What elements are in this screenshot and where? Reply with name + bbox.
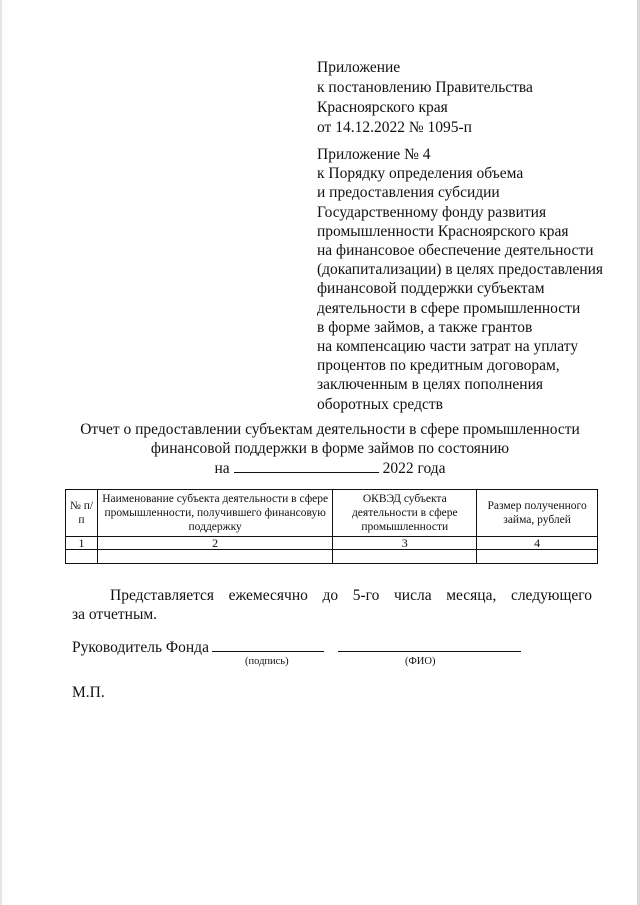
appendix-4-line: процентов по кредитным договорам, <box>317 357 560 375</box>
report-title-line: Отчет о предоставлении субъектам деятельности в сфере промышленности <box>80 421 580 438</box>
report-date-line <box>60 458 600 478</box>
appendix-4-line: на финансовое обеспечение деятельности <box>317 242 594 260</box>
scan-edge-left <box>0 0 2 905</box>
note-word: месяца, <box>446 587 497 604</box>
column-number: 2 <box>97 537 332 550</box>
appendix-header <box>317 58 533 138</box>
appendix-line: к постановлению Правительства <box>317 79 533 96</box>
appendix-4-line: финансовой поддержки субъектам <box>317 280 545 298</box>
date-year: 2022 года <box>382 460 446 477</box>
submission-note-line <box>72 586 592 605</box>
appendix-4-line: к Порядку определения объема <box>317 165 524 183</box>
header-number: № п/п <box>66 490 98 537</box>
appendix-4-line: в форме займов, а также грантов <box>317 318 533 336</box>
stamp-place: М.П. <box>72 684 105 701</box>
note-word: до <box>322 587 339 604</box>
table-cell[interactable] <box>66 550 98 564</box>
note-word: числа <box>393 587 432 604</box>
signature-label: Руководитель Фонда <box>72 639 209 656</box>
submission-note <box>72 586 592 624</box>
appendix-line: Красноярского края <box>317 99 448 116</box>
note-word: следующего <box>510 587 592 604</box>
signature-caption: (подпись) <box>245 656 289 667</box>
submission-note-line: за отчетным. <box>72 606 158 623</box>
column-number: 1 <box>66 537 98 550</box>
table-row <box>66 550 598 564</box>
appendix-4-line: деятельности в сфере промышленности <box>317 299 581 317</box>
appendix-4-line: промышленности Красноярского края <box>317 222 569 240</box>
header-loan-amount: Размер полученного займа, рублей <box>477 490 598 537</box>
table-cell[interactable] <box>333 550 477 564</box>
signature-field[interactable] <box>212 637 324 652</box>
appendix-line: Приложение <box>317 59 401 76</box>
full-name-field[interactable] <box>338 637 521 652</box>
header-okved: ОКВЭД субъекта деятельности в сфере промышленности <box>333 490 477 537</box>
signature-line <box>72 637 521 658</box>
note-word: 5-го <box>352 587 380 604</box>
report-table <box>65 489 598 564</box>
appendix-line: от 14.12.2022 № 1095-п <box>317 119 472 136</box>
full-name-caption: (ФИО) <box>405 656 436 667</box>
appendix-4-line: на компенсацию части затрат на уплату <box>317 338 579 356</box>
appendix-4-header <box>317 145 603 414</box>
table-cell[interactable] <box>97 550 332 564</box>
report-title <box>60 420 600 478</box>
table-header-row <box>66 490 598 537</box>
date-prefix: на <box>214 460 230 477</box>
appendix-4-line: (докапитализации) в целях предоставления <box>317 261 604 279</box>
appendix-4-line: Приложение № 4 <box>317 146 431 163</box>
note-word: Представляется <box>110 587 215 604</box>
report-title-line: финансовой поддержки в форме займов по состоянию <box>150 440 510 457</box>
appendix-4-line: оборотных средств <box>317 395 443 413</box>
note-word: ежемесячно <box>228 587 308 604</box>
column-number: 3 <box>333 537 477 550</box>
date-blank-field[interactable] <box>234 458 379 473</box>
table-cell[interactable] <box>477 550 598 564</box>
column-number: 4 <box>477 537 598 550</box>
header-entity-name: Наименование субъекта деятельности в сфере промышленности, получившего финансовую поддержку <box>97 490 332 537</box>
appendix-4-line: заключенным в целях пополнения <box>317 376 543 394</box>
appendix-4-line: и предоставления субсидии <box>317 184 500 202</box>
table-column-numbers-row <box>66 537 598 550</box>
appendix-4-line: Государственному фонду развития <box>317 203 547 221</box>
